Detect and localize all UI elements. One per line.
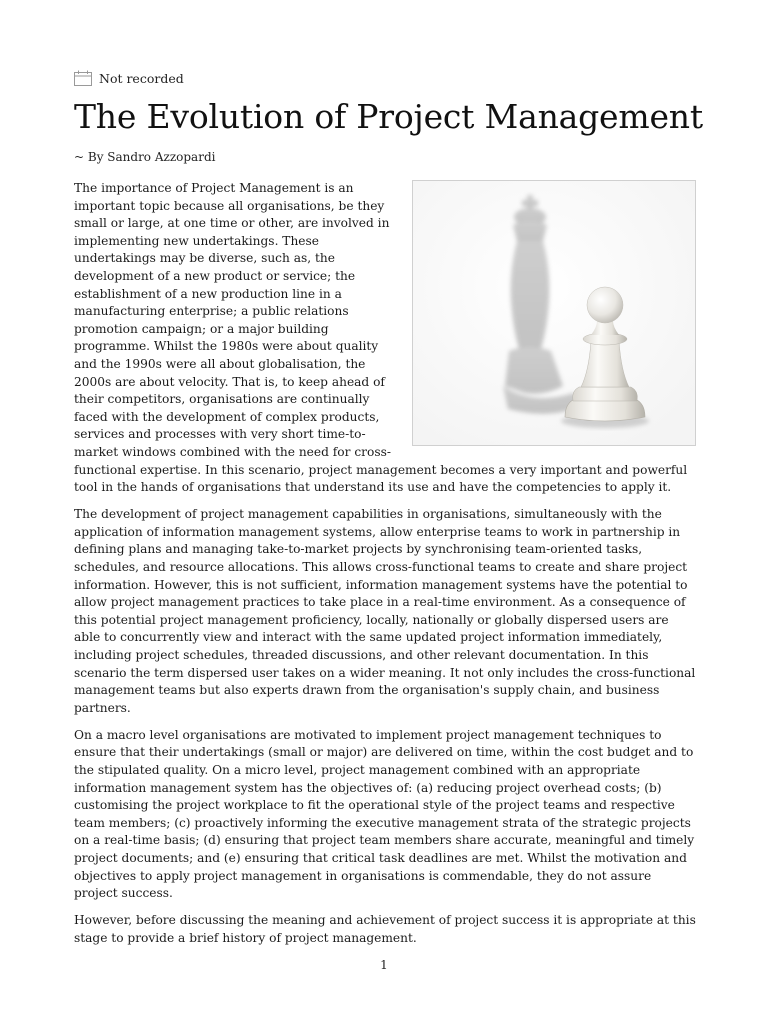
paragraph-4: However, before discussing the meaning and achievement of project success it is appropriate at this stage to provide a brief history of project management.	[74, 913, 696, 945]
page-number: 1	[380, 958, 388, 972]
date-text: Not recorded	[99, 70, 184, 86]
date-row	[74, 69, 184, 87]
author-byline: ~ By Sandro Azzopardi	[74, 150, 216, 164]
paragraph-3: On a macro level organisations are motivated to implement project management techniques to ensure that their undertakings (small or major) are delivered on time, within the cost budget and to the stipulated quality. On a micro level, project management combined with an appropriate information management system has the objectives of: (a) reducing project overhead costs; (b) customising the project workplace to fit the operational style of the project teams and respective team members; (c) proactively informing the executive management strata of the strategic projects on a real-time basis; (d) ensuring that project team members share accurate, meaningful and timely project documents; and (e) ensuring that critical task deadlines are met. Whilst the motivation and objectives to apply project management in organisations is commendable, they do not assure project success.	[74, 727, 695, 901]
chess-pawn-with-king-shadow-image	[413, 181, 695, 445]
chess-image	[412, 180, 696, 446]
calendar-icon	[74, 70, 92, 86]
paragraph-1: The importance of Project Management is an important topic because all organisations, be they small or large, at one time or other, are involved in implementing new undertakings. These undertakings may be diverse, such as, the development of a new product or service; the establishment of a new production line in a manufacturing enterprise; a public relations promotion campaign; or a major building programme. Whilst the 1980s were about quality and the 1990s were all about globalisation, the 2000s are about velocity. That is, to keep ahead of their competitors, organisations are continually faced with the development of complex products, services and processes with very short time-to-market windows combined with the need for cross-functional expertise. In this scenario, project management becomes a very important and powerful tool in the hands of organisations that understand its use and have the competencies to apply it.	[74, 181, 688, 495]
paragraph-2: The development of project management capabilities in organisations, simultaneously with the application of information management systems, allow enterprise teams to work in partnership in defining plans and managing take-to-market projects by synchronising team-oriented tasks, schedules, and resource allocations. This allows cross-functional teams to create and share project information. However, this is not sufficient, information management systems have the potential to allow project management practices to take place in a real-time environment. As a consequence of this potential project management proficiency, locally, nationally or globally dispersed users are able to concurrently view and interact with the same updated project information immediately, including project schedules, threaded discussions, and other relevant documentation. In this scenario the term dispersed user takes on a wider meaning. It not only includes the cross-functional management teams but also experts drawn from the organisation's supply chain, and business partners.	[74, 507, 696, 715]
document-title: The Evolution of Project Management	[74, 97, 703, 136]
article-body	[74, 180, 696, 957]
